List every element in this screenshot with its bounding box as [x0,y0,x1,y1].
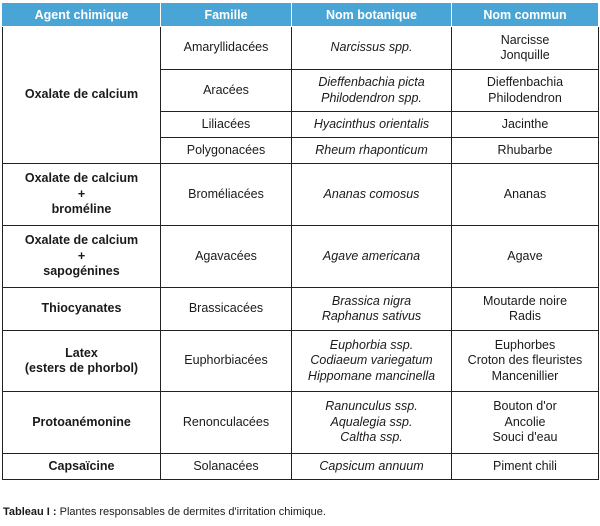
botanique-line: Caltha ssp. [340,430,403,445]
botanique-line: Rheum rhaponticum [315,142,428,157]
botanique-line: Agave americana [322,248,421,263]
commun-cell [452,288,599,331]
commun-line: Souci d'eau [492,430,558,445]
agent-line: Oxalate de calcium [24,87,139,102]
famille-cell: Polygonacées [161,138,292,164]
botanique-cell [292,112,452,138]
table-row [3,226,599,288]
famille-cell: Liliacées [161,112,292,138]
commun-cell [452,70,599,112]
header-agent: Agent chimique [3,3,161,27]
botanique-line: Capsicum annuum [319,458,424,473]
famille-cell: Solanacées [161,454,292,480]
header-row [3,3,599,27]
commun-line: Moutarde noire [482,293,568,308]
commun-line: Jonquille [500,48,550,62]
commun-line: Euphorbes [494,337,556,352]
table-caption [3,506,326,518]
botanique-line: Dieffenbachia picta [318,75,425,89]
botanique-cell [292,70,452,112]
botanique-cell [292,288,452,331]
agent-line: + [77,248,86,263]
botanique-cell [292,392,452,454]
agent-cell [3,164,161,226]
famille-cell: Renonculacées [161,392,292,454]
botanique-cell [292,138,452,164]
commun-line: Radis [509,309,541,323]
table-row [3,392,599,454]
commun-line: Narcisse [500,32,550,47]
botanique-line: Ananas comosus [323,186,420,201]
commun-cell [452,164,599,226]
commun-line: Philodendron [488,90,562,105]
botanique-line: Aqualegia ssp. [330,414,413,429]
agent-line: Capsaïcine [48,458,115,473]
agent-line: sapogénines [43,264,120,279]
commun-cell [452,112,599,138]
famille-cell: Brassicacées [161,288,292,331]
famille-cell: Broméliacées [161,164,292,226]
agent-cell [3,454,161,480]
table-row [3,164,599,226]
botanique-line: Philodendron spp. [321,90,422,105]
agent-line: Latex [65,345,98,360]
agent-cell [3,27,161,164]
commun-cell [452,392,599,454]
header-commun: Nom commun [452,3,599,27]
commun-cell [452,331,599,392]
commun-cell [452,27,599,70]
botanique-line: Hyacinthus orientalis [313,116,430,131]
header-botanique: Nom botanique [292,3,452,27]
agent-cell [3,226,161,288]
famille-cell: Agavacées [161,226,292,288]
caption-label: Tableau I : [3,506,57,518]
caption-text: Plantes responsables de dermites d'irritation chimique. [56,506,326,518]
commun-cell [452,226,599,288]
botanique-cell [292,226,452,288]
botanique-line: Raphanus sativus [321,309,422,323]
agent-cell [3,288,161,331]
botanique-cell [292,331,452,392]
commun-cell [452,138,599,164]
table-row [3,288,599,331]
botanique-line: Brassica nigra [331,293,412,308]
botanique-line: Euphorbia ssp. [329,337,414,352]
agent-line: broméline [51,202,112,217]
commun-line: Ancolie [504,414,546,429]
botanique-line: Narcissus spp. [330,40,413,55]
botanique-line: Codiaeum variegatum [310,353,433,368]
document-page [0,2,600,526]
agent-line: Thiocyanates [41,301,122,316]
botanique-cell [292,164,452,226]
botanique-cell [292,27,452,70]
famille-cell: Aracées [161,70,292,112]
commun-line: Jacinthe [501,116,549,131]
commun-line: Agave [507,248,543,263]
table-row [3,454,599,480]
agent-line: + [77,186,86,201]
agent-line: (esters de phorbol) [24,361,139,375]
botanique-line: Ranunculus ssp. [325,399,418,414]
header-famille: Famille [161,3,292,27]
commun-cell [452,454,599,480]
commun-line: Rhubarbe [497,142,553,157]
plants-table [2,2,599,480]
commun-line: Ananas [503,186,547,201]
commun-line: Dieffenbachia [486,75,564,89]
famille-cell: Amaryllidacées [161,27,292,70]
agent-line: Protoanémonine [32,414,131,429]
botanique-line: Hippomane mancinella [307,368,436,383]
agent-line: Oxalate de calcium [24,233,139,248]
table-row [3,27,599,70]
commun-line: Croton des fleuristes [467,353,583,368]
table-row [3,331,599,392]
famille-cell: Euphorbiacées [161,331,292,392]
commun-line: Bouton d'or [493,399,557,414]
commun-line: Piment chili [493,458,557,473]
agent-cell [3,392,161,454]
commun-line: Mancenillier [491,368,559,383]
botanique-cell [292,454,452,480]
agent-cell [3,331,161,392]
agent-line: Oxalate de calcium [24,171,139,186]
